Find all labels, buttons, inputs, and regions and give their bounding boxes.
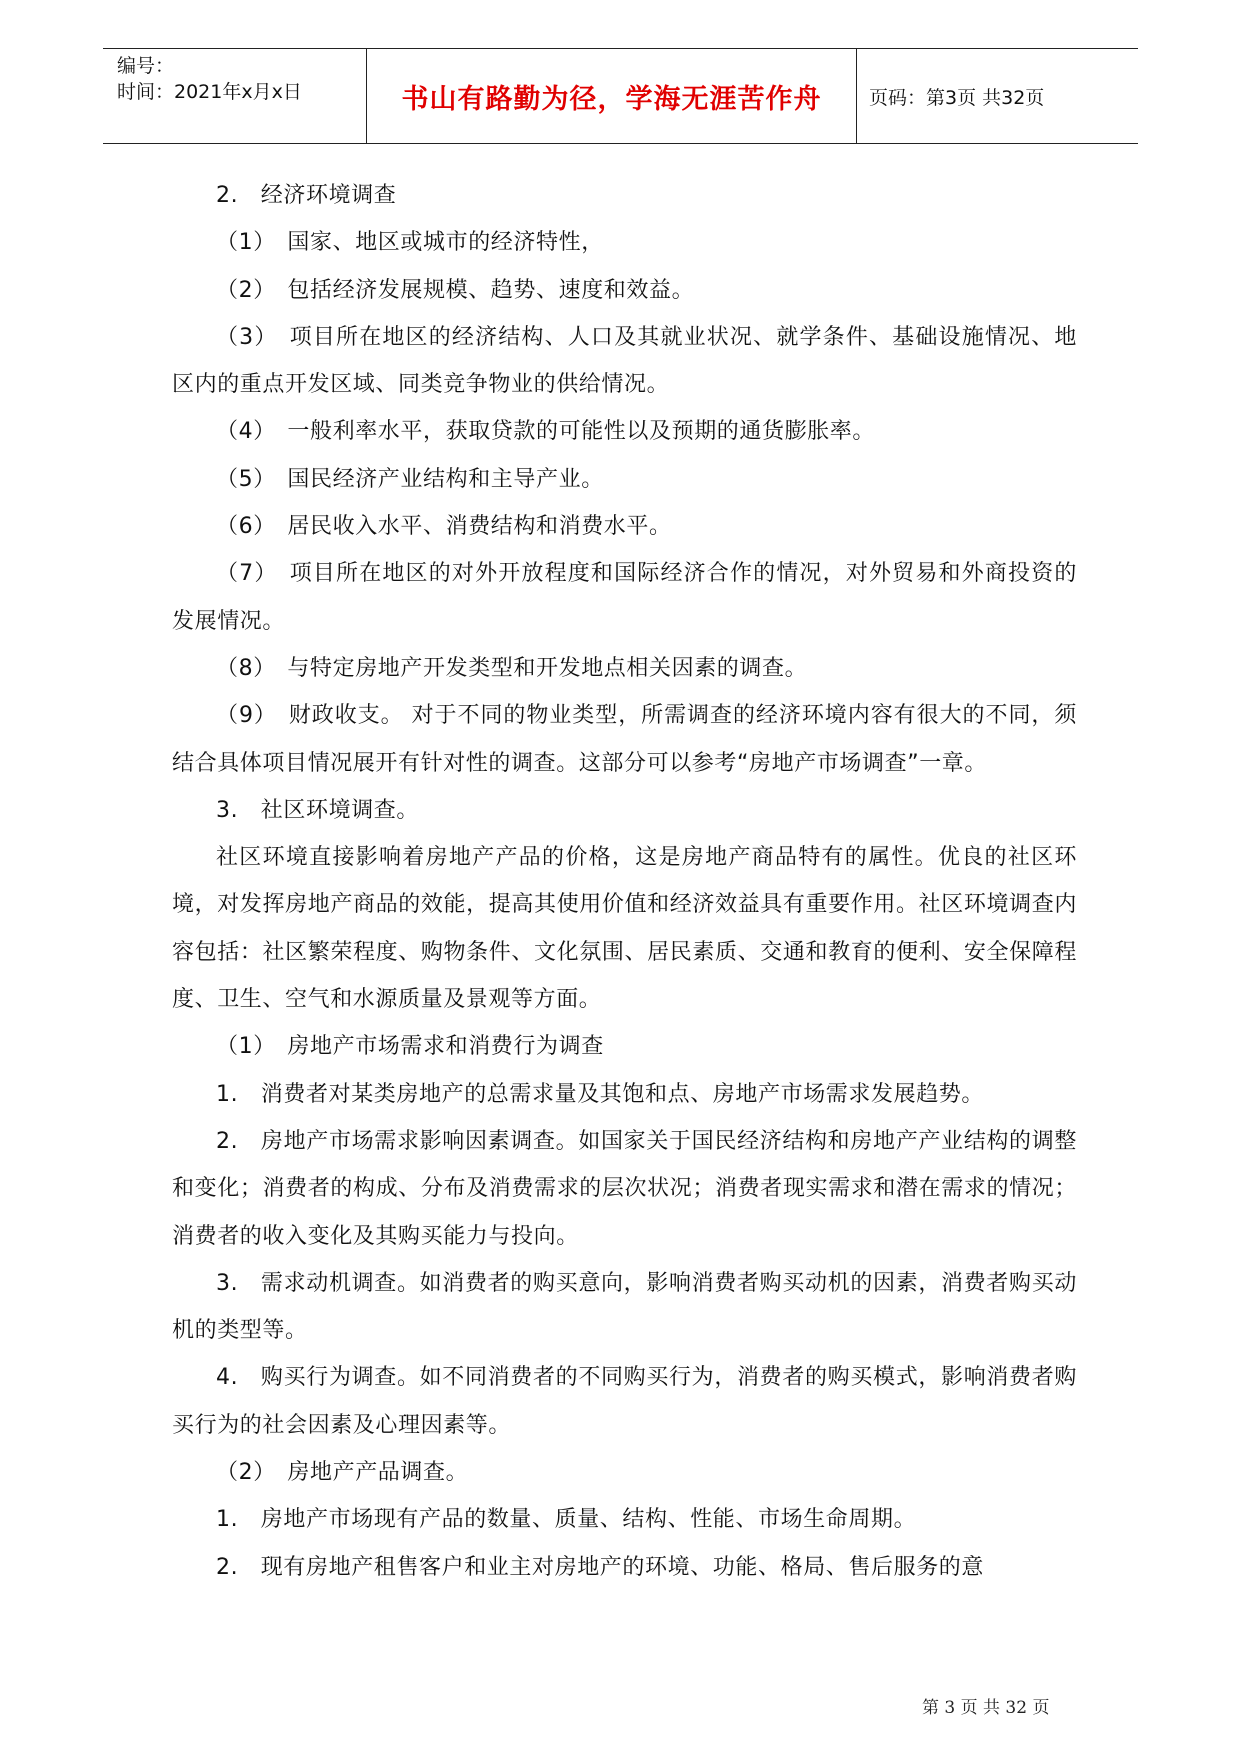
paragraph: （7） 项目所在地区的对外开放程度和国际经济合作的情况，对外贸易和外商投资的发展情况。 xyxy=(172,561,1077,634)
serial-number-label: 编号： xyxy=(117,55,175,77)
header-motto: 书山有路勤为径，学海无涯苦作舟 xyxy=(401,83,822,115)
page-header xyxy=(103,48,1138,144)
page-footer: 第 3 页 共 32 页 xyxy=(922,1698,1050,1718)
paragraph: 1. 房地产市场现有产品的数量、质量、结构、性能、市场生命周期。 xyxy=(216,1507,917,1533)
paragraph: （8） 与特定房地产开发类型和开发地点相关因素的调查。 xyxy=(216,655,808,681)
header-divider xyxy=(856,49,857,143)
paragraph: 4. 购买行为调查。如不同消费者的不同购买行为，消费者的购买模式，影响消费者购买行为的社会因素及心理因素等。 xyxy=(172,1365,1077,1438)
paragraph: （4） 一般利率水平，获取贷款的可能性以及预期的通货膨胀率。 xyxy=(216,419,875,445)
paragraph: 2. 现有房地产租售客户和业主对房地产的环境、功能、格局、售后服务的意 xyxy=(216,1554,984,1580)
document-body xyxy=(172,172,1077,1591)
paragraph: （2） 包括经济发展规模、趋势、速度和效益。 xyxy=(216,277,695,303)
paragraph: （9） 财政收支。 对于不同的物业类型，所需调查的经济环境内容有很大的不同，须结合具体项目情况展开有针对性的调查。这部分可以参考“房地产市场调查”一章。 xyxy=(172,703,1077,776)
paragraph: 社区环境直接影响着房地产产品的价格，这是房地产商品特有的属性。优良的社区环境，对发挥房地产商品的效能，提高其使用价值和经济效益具有重要作用。社区环境调查内容包括：社区繁荣程度、购物条件、文化氛围、居民素质、交通和教育的便利、安全保障程度、卫生、空气和水源质量及景观等方面。 xyxy=(172,845,1077,1013)
header-meta xyxy=(117,53,302,105)
paragraph: 3. 社区环境调查。 xyxy=(216,797,419,823)
paragraph: （2） 房地产产品调查。 xyxy=(216,1460,469,1486)
paragraph: （5） 国民经济产业结构和主导产业。 xyxy=(216,466,604,492)
paragraph: 1. 消费者对某类房地产的总需求量及其饱和点、房地产市场需求发展趋势。 xyxy=(216,1081,984,1107)
paragraph: （1） 房地产市场需求和消费行为调查 xyxy=(216,1034,604,1060)
paragraph: （1） 国家、地区或城市的经济特性， xyxy=(216,230,604,256)
header-page-info: 页码：第3页 共32页 xyxy=(869,86,1045,109)
paragraph: （6） 居民收入水平、消费结构和消费水平。 xyxy=(216,514,672,540)
paragraph: 3. 需求动机调查。如消费者的购买意向，影响消费者购买动机的因素，消费者购买动机的类型等。 xyxy=(172,1270,1077,1344)
paragraph: （3） 项目所在地区的经济结构、人口及其就业状况、就学条件、基础设施情况、地区内的重点开发区域、同类竞争物业的供给情况。 xyxy=(172,324,1077,398)
paragraph: 2. 经济环境调查 xyxy=(216,183,397,208)
paragraph: 2. 房地产市场需求影响因素调查。如国家关于国民经济结构和房地产产业结构的调整和变化；消费者的构成、分布及消费需求的层次状况；消费者现实需求和潜在需求的情况；消费者的收入变化及其购买能力与投向。 xyxy=(172,1128,1077,1249)
time-label: 时间：2021年x月x日 xyxy=(117,81,302,103)
